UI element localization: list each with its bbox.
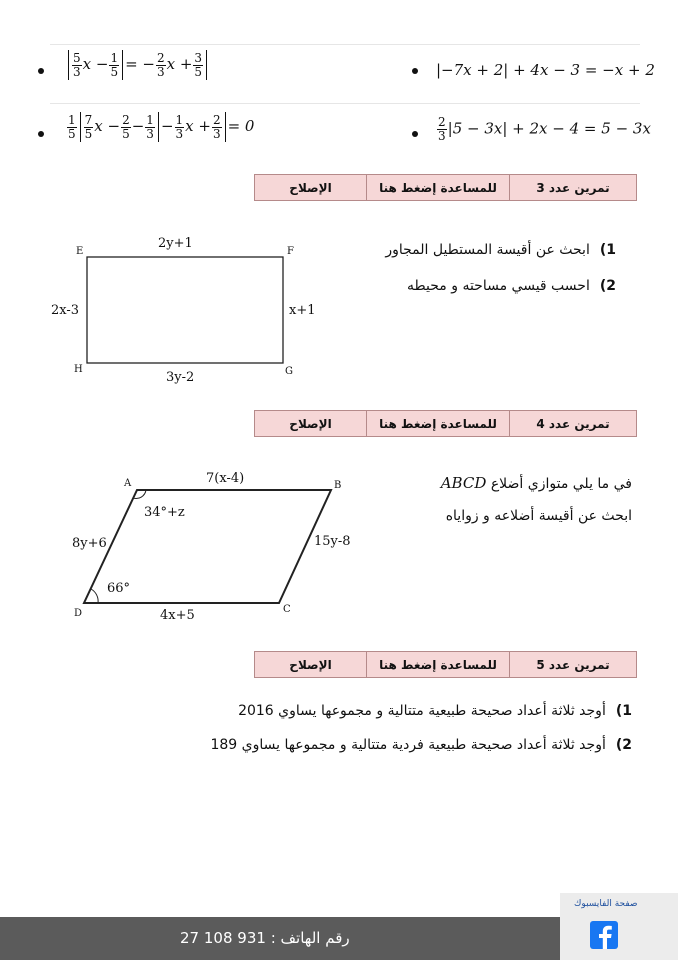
equation-3: $\frac{1}{5}$ $\frac{7}{5}$ x − $\frac{2}{5}$ − $\frac{1}{3}$ − $\frac{1}{3}$ x + $\frac{2}{3}$ = 0	[68, 112, 255, 141]
equation-1: $\frac{5}{3}$ x − $\frac{1}{5}$ = − $\frac{2}{3}$ x + $\frac{3}{5}$	[66, 50, 209, 80]
side-left-label: 8y+6	[72, 536, 107, 551]
angle-D-arc	[91, 589, 98, 603]
vertex-A: A	[124, 478, 132, 489]
equation-4: $\frac{2}{3}$ |5 − 3x| + 2x − 4 = 5 − 3x	[438, 115, 651, 143]
exercise-4-line-1: في ما يلي متوازي أضلاع ABCD	[440, 474, 632, 492]
side-bottom-label: 3y-2	[166, 370, 195, 385]
vertex-G: G	[285, 366, 293, 377]
correction-button[interactable]: الإصلاح	[255, 652, 367, 677]
question-2: 2)أوجد ثلاثة أعداد صحيحة طبيعية فردية متتالية و مجموعها يساوي 189	[210, 737, 632, 753]
side-top-label: 2y+1	[158, 236, 193, 251]
facebook-label: صفحة الفايسبوك	[574, 899, 638, 909]
equation-2: |−7x + 2| + 4x − 3 = −x + 2	[436, 61, 655, 79]
vertex-E: E	[76, 246, 84, 257]
vertex-D: D	[74, 608, 83, 619]
question-1: 1)ابحث عن أقيسة المستطيل المجاور	[385, 242, 616, 258]
phone-number: رقم الهاتف : 931 108 27	[180, 929, 350, 947]
help-button[interactable]: للمساعدة إضغط هنا	[367, 652, 510, 677]
side-right-label: x+1	[289, 303, 316, 318]
exercise-title: تمرين عدد 5	[536, 657, 610, 672]
vertex-C: C	[283, 604, 291, 615]
exercise-title: تمرين عدد 4	[536, 416, 610, 431]
help-button[interactable]: للمساعدة إضغط هنا	[367, 175, 510, 200]
exercise-5-header	[254, 651, 637, 678]
exercise-4-line-2: ابحث عن أقيسة أضلاعه و زواياه	[445, 508, 632, 524]
question-2: 2)احسب قيسي مساحته و محيطه	[407, 278, 616, 294]
angle-D-label: 66°	[107, 581, 131, 596]
correction-button[interactable]: الإصلاح	[255, 411, 367, 436]
side-right-label: 15y-8	[314, 534, 351, 549]
vertex-F: F	[287, 246, 294, 257]
question-1: 1)أوجد ثلاثة أعداد صحيحة طبيعية متتالية و مجموعها يساوي 2016	[238, 703, 632, 719]
facebook-box[interactable]	[560, 893, 678, 960]
help-button[interactable]: للمساعدة إضغط هنا	[367, 411, 510, 436]
correction-button[interactable]: الإصلاح	[255, 175, 367, 200]
facebook-icon[interactable]	[590, 921, 618, 949]
exercise-title: تمرين عدد 3	[536, 180, 610, 195]
side-left-label: 2x-3	[51, 303, 80, 318]
side-bottom-label: 4x+5	[160, 608, 195, 623]
vertex-H: H	[74, 364, 83, 375]
angle-A-label: 34°+z	[144, 505, 185, 520]
side-top-label: 7(x-4)	[206, 471, 245, 486]
vertex-B: B	[334, 480, 342, 491]
